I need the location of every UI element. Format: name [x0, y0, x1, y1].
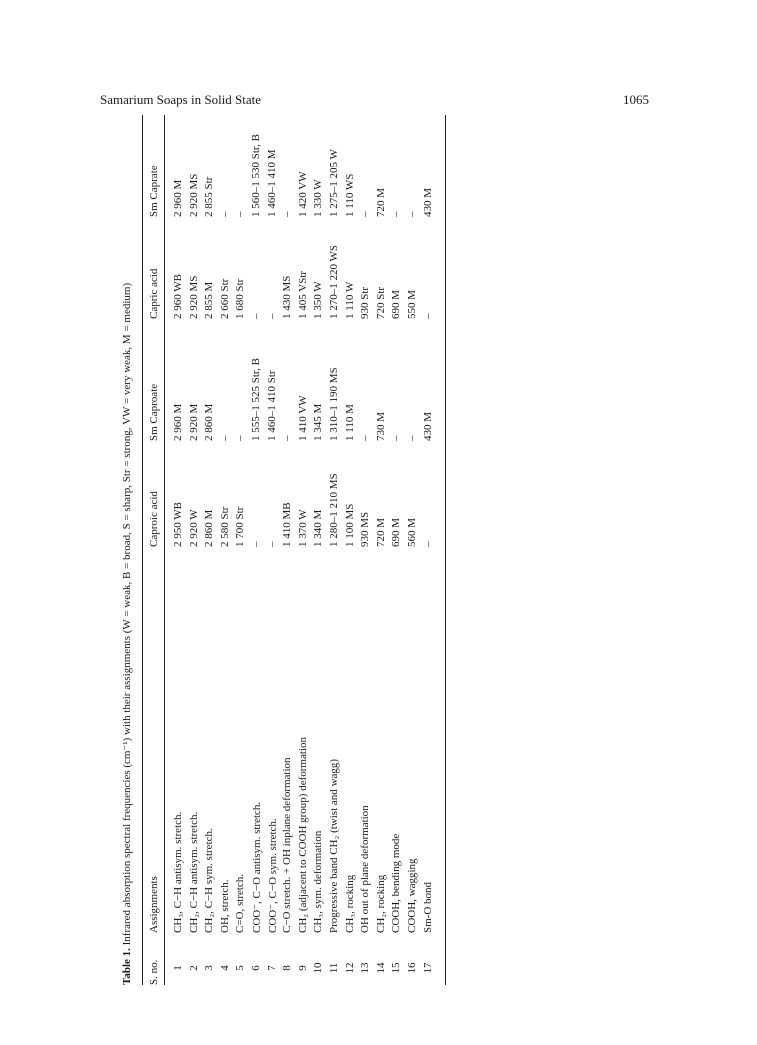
table-row	[250, 115, 264, 985]
table-cell-assignment: Sm-O bond	[421, 881, 434, 933]
table-cell-v1: 1 340 M	[312, 509, 325, 547]
table-row	[328, 115, 342, 985]
table-cell-v1: 2 950 WB	[172, 501, 184, 547]
table-cell-v3: 1 430 MS	[281, 275, 294, 319]
table-cell-v1: 690 M	[390, 517, 403, 547]
table-cell-assignment: CH₂, rocking	[374, 874, 387, 933]
table-bottom-rule	[445, 115, 446, 985]
table-cell-v3: 690 M	[390, 289, 403, 319]
table-cell-sno: 17	[421, 962, 434, 974]
table-cell-v3: 720 Str	[374, 286, 387, 319]
table-caption-text: Infrared absorption spectral frequencies (cm⁻¹) with their assignments (W = weak, B = broad, S = sharp, Str = strong, VW = very weak, M = medium)	[121, 282, 133, 946]
table-cell-v2: 1 555–1 525 Str, B	[250, 358, 262, 441]
table-cell-v2: –	[234, 435, 247, 441]
table-cell-v2: –	[359, 435, 372, 441]
table-cell-sno: 16	[406, 962, 418, 974]
table-cell-v2: –	[218, 435, 231, 441]
table-cell-v3: 1 270–1 220 WS	[328, 244, 340, 319]
table-cell-assignment: COO⁻, C−O antisym. stretch.	[251, 801, 263, 933]
table-cell-assignment: CH₃, C−H antisym. stretch.	[172, 811, 184, 933]
table-cell-v4: 430 M	[421, 187, 434, 217]
table-cell-v2: 2 960 M	[172, 403, 184, 441]
table-row	[281, 115, 295, 985]
table-row	[422, 115, 436, 985]
table-cell-sno: 3	[203, 965, 216, 971]
table-caption	[120, 115, 133, 985]
table-caption-label: Table 1.	[121, 948, 133, 985]
table-cell-v4: 2 855 Str	[203, 176, 216, 217]
table-cell-v3: 1 405 VStr	[296, 270, 309, 319]
table-cell-v3: 1 350 W	[312, 281, 325, 319]
table-cell-v2: 1 345 M	[312, 403, 325, 441]
table-cell-assignment: C−O stretch. + OH inplane deformation	[281, 757, 294, 933]
table-cell-v3: 2 855 M	[203, 281, 216, 319]
table-cell-assignment: CH₂, C−H sym. stretch.	[203, 828, 216, 933]
table-cell-v4: –	[359, 211, 372, 217]
table-cell-v2: –	[390, 435, 403, 441]
table-cell-v2: 430 M	[421, 411, 434, 441]
table-cell-v4: 1 275–1 205 W	[328, 149, 340, 217]
table-cell-v2: 1 310–1 190 MS	[328, 367, 340, 441]
table-cell-v1: 1 700 Str	[234, 506, 247, 547]
col-header-sm-caprate: Sm Caprate	[148, 165, 160, 217]
table-cell-assignment: COOH, bending mode	[390, 833, 403, 933]
table-cell-assignment: CH₂ (adjacent to COOH group) deformation	[296, 737, 309, 933]
table-cell-sno: 10	[312, 962, 325, 974]
table-cell-sno: 5	[234, 965, 247, 971]
table-cell-v3: –	[265, 313, 278, 319]
table-cell-v4: 1 420 VW	[296, 171, 309, 217]
ir-table	[120, 115, 450, 985]
table-cell-v3: –	[421, 313, 434, 319]
table-row	[406, 115, 420, 985]
table-cell-v2: –	[406, 435, 418, 441]
table-cell-v3: 2 660 Str	[218, 278, 231, 319]
table-cell-assignment: COO⁻, C−O sym. stretch.	[266, 818, 279, 933]
table-cell-sno: 7	[265, 965, 278, 971]
table-cell-sno: 8	[281, 965, 294, 971]
table-cell-v4: 2 920 MS	[187, 173, 200, 217]
table-cell-sno: 2	[187, 965, 200, 971]
table-cell-v2: 2 920 M	[187, 403, 200, 441]
table-cell-sno: 11	[328, 962, 340, 974]
col-header-caproic-acid: Caproic acid	[148, 491, 160, 547]
table-cell-v3: 2 920 MS	[187, 275, 200, 319]
table-cell-sno: 9	[296, 965, 309, 971]
table-row	[390, 115, 404, 985]
table-cell-v2: 1 410 VW	[296, 395, 309, 441]
table-row	[375, 115, 389, 985]
table-cell-v2: 1 460–1 410 Str	[265, 370, 278, 441]
table-cell-v4: 1 460–1 410 M	[265, 149, 278, 217]
table-cell-v1: 2 920 W	[187, 509, 200, 547]
table-cell-v1: 1 410 MB	[281, 502, 294, 547]
table-cell-v1: 560 M	[406, 517, 418, 547]
table-cell-v4: 720 M	[374, 187, 387, 217]
table-cell-assignment: COOH, wagging	[406, 858, 418, 933]
table-cell-assignment: OH, stretch.	[218, 879, 231, 933]
table-cell-v3: 2 960 WB	[172, 273, 184, 319]
table-cell-v3: 930 Str	[359, 286, 372, 319]
table-cell-assignment: C=O, stretch.	[234, 873, 247, 933]
table-cell-v1: 2 580 Str	[218, 506, 231, 547]
table-top-rule	[142, 115, 143, 985]
table-cell-v4: –	[390, 211, 403, 217]
table-row	[266, 115, 280, 985]
table-cell-v3: –	[250, 313, 262, 319]
page-number: 1065	[623, 92, 649, 107]
table-row	[172, 115, 186, 985]
table-cell-assignment: Progressive band CH₂ (twist and wagg)	[328, 758, 340, 933]
table-cell-v1: 1 280–1 210 MS	[328, 473, 340, 547]
table-cell-v4: –	[281, 211, 294, 217]
table-cell-v4: 1 110 WS	[343, 173, 356, 217]
table-cell-assignment: CH₂, C−H antisym. stretch.	[187, 811, 200, 933]
table-cell-assignment: OH out of plane deformation	[359, 805, 372, 933]
table-cell-v4: –	[218, 211, 231, 217]
table-cell-v4: –	[406, 211, 418, 217]
table-cell-v2: 2 860 M	[203, 403, 216, 441]
table-cell-sno: 1	[172, 965, 184, 971]
table-cell-v1: –	[250, 541, 262, 547]
table-cell-v4: 1 560–1 530 Str, B	[250, 134, 262, 217]
table-cell-sno: 6	[250, 965, 262, 971]
table-cell-v1: 930 MS	[359, 511, 372, 547]
table-cell-v1: –	[421, 541, 434, 547]
table-cell-v1: 1 100 MS	[343, 503, 356, 547]
table-row	[203, 115, 217, 985]
table-cell-v4: –	[234, 211, 247, 217]
table-row	[297, 115, 311, 985]
table-cell-v3: 1 110 W	[343, 281, 356, 319]
table-cell-sno: 14	[374, 962, 387, 974]
table-cell-v4: 2 960 M	[172, 179, 184, 217]
table-row	[344, 115, 358, 985]
table-cell-assignment: CH₃, sym. deformation	[312, 830, 325, 933]
table-cell-v1: 2 860 M	[203, 509, 216, 547]
col-header-sm-caproate: Sm Caproate	[148, 383, 160, 441]
table-row	[359, 115, 373, 985]
table-cell-v1: 720 M	[374, 517, 387, 547]
table-row	[234, 115, 248, 985]
table-row	[188, 115, 202, 985]
table-cell-sno: 13	[359, 962, 372, 974]
table-cell-assignment: CH₃, rocking	[343, 874, 356, 933]
col-header-assignments: Assignments	[148, 876, 160, 933]
col-header-sno: S. no.	[148, 959, 160, 985]
table-cell-v1: –	[265, 541, 278, 547]
running-head: Samarium Soaps in Solid State	[100, 92, 262, 107]
table-cell-v1: 1 370 W	[296, 509, 309, 547]
table-cell-v3: 550 M	[406, 289, 418, 319]
table-cell-v4: 1 330 W	[312, 179, 325, 217]
table-row	[312, 115, 326, 985]
table-cell-v2: 1 110 M	[343, 404, 356, 441]
table-cell-v2: –	[281, 435, 294, 441]
table-cell-v3: 1 680 Str	[234, 278, 247, 319]
table-cell-sno: 4	[218, 965, 231, 971]
table-cell-sno: 12	[343, 962, 356, 974]
col-header-capric-acid: Capric acid	[148, 268, 160, 319]
rotated-table-frame	[120, 115, 450, 985]
table-cell-v2: 730 M	[374, 411, 387, 441]
table-row	[219, 115, 233, 985]
table-header-rule	[164, 115, 165, 985]
table-cell-sno: 15	[390, 962, 403, 974]
